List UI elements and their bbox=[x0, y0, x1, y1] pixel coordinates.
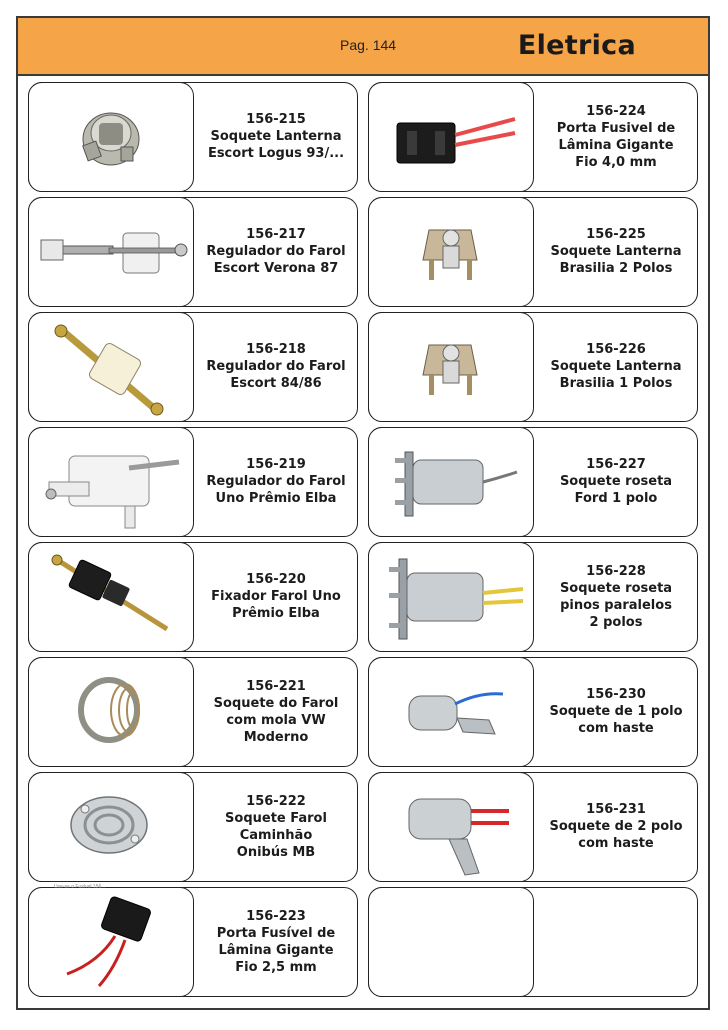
product-card-156-220[interactable] bbox=[28, 542, 358, 652]
headlight-fixer-icon bbox=[29, 543, 192, 650]
product-image bbox=[28, 197, 194, 307]
product-code: 156-224 bbox=[586, 103, 646, 119]
bracket-socket-icon bbox=[369, 313, 532, 420]
product-image bbox=[368, 312, 534, 422]
product-description: Soquete Farol Caminhão Onibús MB bbox=[225, 810, 327, 860]
product-image bbox=[28, 772, 194, 882]
fuse-holder-icon bbox=[29, 888, 192, 995]
fuse-holder-icon bbox=[369, 83, 532, 190]
product-code: 156-227 bbox=[586, 457, 646, 472]
product-card-156-224[interactable] bbox=[368, 82, 698, 192]
product-card-empty bbox=[368, 887, 698, 997]
product-image bbox=[28, 427, 194, 537]
product-code: 156-220 bbox=[246, 572, 306, 587]
product-code: 156-223 bbox=[246, 908, 306, 924]
product-description: Regulador do Farol Uno Prêmio Elba bbox=[206, 474, 346, 506]
product-code: 156-215 bbox=[246, 112, 306, 127]
product-code: 156-222 bbox=[246, 793, 306, 809]
headlight-regulator-icon bbox=[29, 428, 192, 535]
product-card-156-223[interactable] bbox=[28, 887, 358, 997]
truck-socket-icon bbox=[29, 773, 192, 880]
product-image bbox=[28, 82, 194, 192]
product-description: Soquete Lanterna Escort Logus 93/... bbox=[207, 129, 345, 161]
stem-socket-icon bbox=[369, 773, 532, 880]
rosette-socket-icon bbox=[369, 428, 532, 535]
product-code: 156-226 bbox=[586, 342, 646, 357]
product-code: 156-225 bbox=[586, 227, 646, 242]
product-code: 156-228 bbox=[586, 563, 646, 579]
product-image bbox=[28, 542, 194, 652]
product-description: Porta Fusivel de Lâmina Gigante Fio 4,0 mm bbox=[556, 120, 676, 170]
product-card-156-230[interactable] bbox=[368, 657, 698, 767]
product-code: 156-218 bbox=[246, 342, 306, 357]
product-image bbox=[368, 427, 534, 537]
product-card-156-225[interactable] bbox=[368, 197, 698, 307]
product-card-156-215[interactable] bbox=[28, 82, 358, 192]
product-code: 156-221 bbox=[246, 678, 306, 694]
product-code: 156-219 bbox=[246, 457, 306, 472]
product-card-156-227[interactable] bbox=[368, 427, 698, 537]
product-card-156-222[interactable] bbox=[28, 772, 358, 882]
headlight-regulator-icon bbox=[29, 313, 192, 420]
product-card-156-231[interactable] bbox=[368, 772, 698, 882]
page-number: Pag. 144 bbox=[340, 37, 397, 53]
image-caption: Use-se o Fusível 156... bbox=[54, 884, 106, 890]
product-image bbox=[368, 82, 534, 192]
lamp-socket-icon bbox=[29, 83, 192, 190]
product-image bbox=[28, 887, 194, 997]
product-description: Regulador do Farol Escort Verona 87 bbox=[206, 244, 346, 276]
page-header bbox=[18, 18, 708, 76]
product-image bbox=[368, 657, 534, 767]
bracket-socket-icon bbox=[369, 198, 532, 305]
product-image bbox=[28, 312, 194, 422]
section-title: Eletrica bbox=[517, 30, 636, 61]
headlight-regulator-icon bbox=[29, 198, 192, 305]
product-code: 156-230 bbox=[586, 687, 646, 702]
product-description: Regulador do Farol Escort 84/86 bbox=[206, 359, 346, 391]
product-card-156-218[interactable] bbox=[28, 312, 358, 422]
product-description: Porta Fusível de Lâmina Gigante Fio 2,5 mm bbox=[216, 925, 336, 975]
rosette-socket-icon bbox=[369, 543, 532, 650]
product-card-156-219[interactable] bbox=[28, 427, 358, 537]
product-description: Soquete roseta pinos paralelos 2 polos bbox=[559, 580, 673, 630]
product-image bbox=[368, 197, 534, 307]
product-code: 156-231 bbox=[586, 802, 646, 817]
product-description: Soquete roseta Ford 1 polo bbox=[559, 474, 673, 506]
spring-socket-icon bbox=[29, 658, 192, 765]
stem-socket-icon bbox=[369, 658, 532, 765]
product-description: Soquete de 2 polo com haste bbox=[549, 819, 683, 851]
product-card-156-221[interactable] bbox=[28, 657, 358, 767]
product-description: Fixador Farol Uno Prêmio Elba bbox=[211, 589, 341, 621]
product-description: Soquete do Farol com mola VW Moderno bbox=[213, 695, 339, 745]
product-image bbox=[368, 542, 534, 652]
product-card-156-226[interactable] bbox=[368, 312, 698, 422]
product-code: 156-217 bbox=[246, 227, 306, 242]
product-description: Soquete de 1 polo com haste bbox=[549, 704, 683, 736]
product-image-empty bbox=[368, 887, 534, 997]
product-image bbox=[368, 772, 534, 882]
product-description: Soquete Lanterna Brasilia 1 Polos bbox=[550, 359, 682, 391]
product-image bbox=[28, 657, 194, 767]
product-description: Soquete Lanterna Brasilia 2 Polos bbox=[550, 244, 682, 276]
product-card-156-228[interactable] bbox=[368, 542, 698, 652]
product-card-156-217[interactable] bbox=[28, 197, 358, 307]
